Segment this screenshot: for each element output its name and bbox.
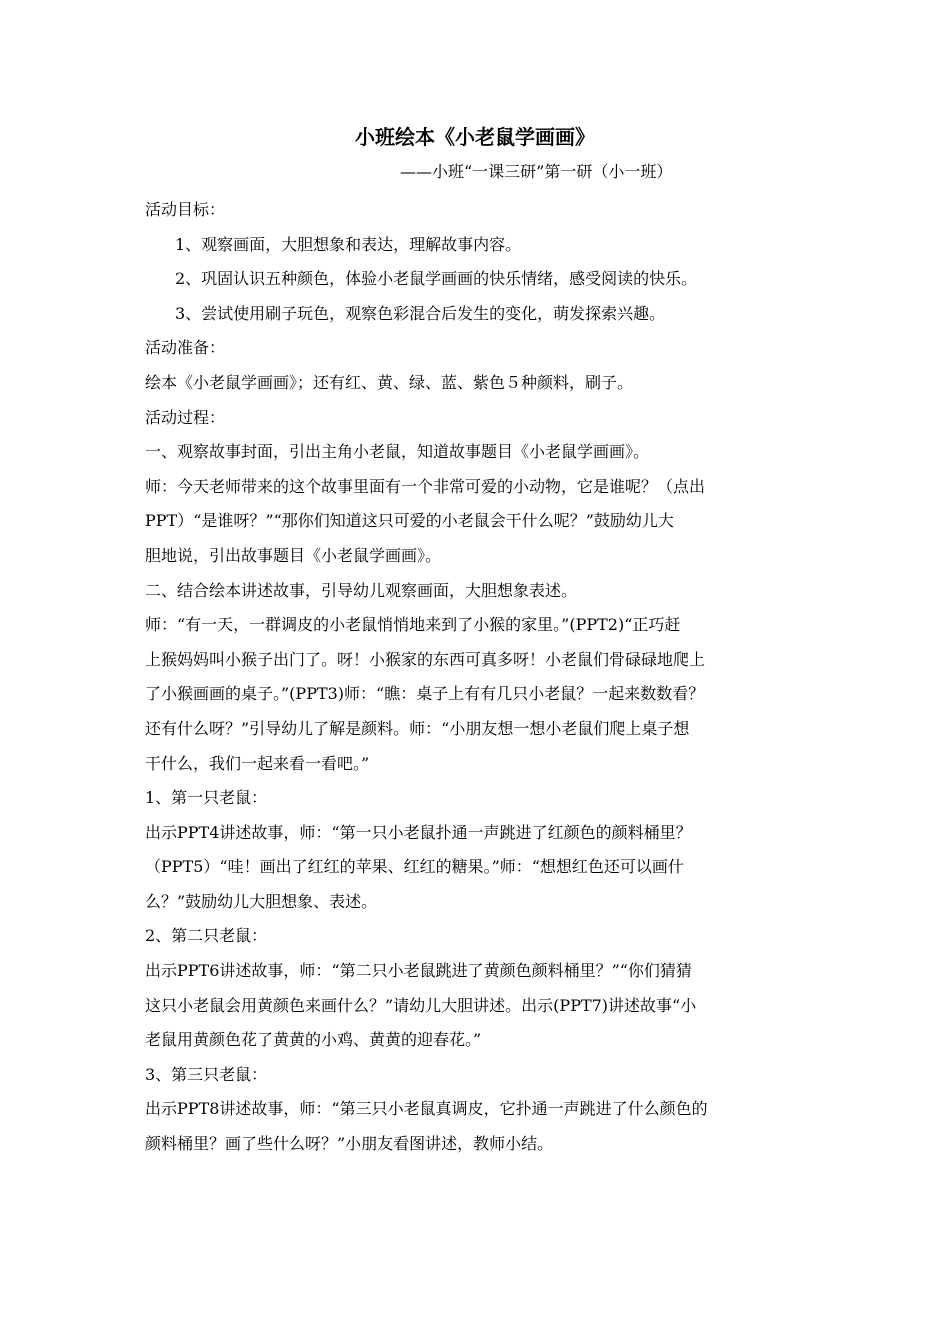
goal-item-3: 3、尝试使用刷子玩色，观察色彩混合后发生的变化，萌发探索兴趣。 [175, 303, 666, 323]
paragraph-line: 这只小老鼠会用黄颜色来画什么？”请幼儿大胆讲述。出示(PPT7)讲述故事“小 [145, 995, 697, 1015]
paragraph-line: 出示PPT8讲述故事，师：“第三只小老鼠真调皮，它扑通一声跳进了什么颜色的 [145, 1099, 708, 1119]
document-subtitle: ——小班“一课三研”第一研（小一班） [400, 162, 673, 181]
section-heading-preparation: 活动准备： [145, 338, 226, 358]
paragraph-line: 还有什么呀？”引导幼儿了解是颜料。师：“小朋友想一想小老鼠们爬上桌子想 [145, 718, 690, 738]
paragraph-line: 么？”鼓励幼儿大胆想象、表述。 [145, 891, 378, 911]
process-step-2-heading: 二、结合绘本讲述故事，引导幼儿观察画面，大胆想象表述。 [145, 580, 578, 600]
paragraph-line: 上猴妈妈叫小猴子出门了。呀！小猴家的东西可真多呀！小老鼠们骨碌碌地爬上 [145, 649, 706, 669]
goal-item-2: 2、巩固认识五种颜色，体验小老鼠学画画的快乐情绪，感受阅读的快乐。 [175, 269, 698, 289]
paragraph-line: 了小猴画画的桌子。”(PPT3)师：“瞧：桌子上有有几只小老鼠？一起来数数看？ [145, 684, 705, 704]
goal-item-1: 1、观察画面，大胆想象和表达，理解故事内容。 [175, 234, 522, 254]
process-step-1-heading: 一、观察故事封面，引出主角小老鼠，知道故事题目《小老鼠学画画》。 [145, 442, 650, 462]
document-body [145, 193, 817, 1162]
sub-heading-mouse-1: 1、第一只老鼠： [145, 788, 268, 808]
preparation-text: 绘本《小老鼠学画画》；还有红、黄、绿、蓝、紫色５种颜料，刷子。 [145, 372, 634, 392]
section-heading-process: 活动过程： [145, 407, 226, 427]
paragraph-line: （PPT5）“哇！画出了红红的苹果、红红的糖果。”师：“想想红色还可以画什 [145, 857, 684, 877]
paragraph-line: 出示PPT6讲述故事，师：“第二只小老鼠跳进了黄颜色颜料桶里？”“你们猜猜 [145, 961, 692, 981]
sub-heading-mouse-3: 3、第三只老鼠： [145, 1064, 268, 1084]
paragraph-line: PPT）“是谁呀？”“那你们知道这只可爱的小老鼠会干什么呢？”鼓励幼儿大 [145, 511, 674, 531]
section-heading-goals: 活动目标： [145, 200, 226, 219]
paragraph-line: 干什么，我们一起来看一看吧。” [145, 753, 370, 773]
sub-heading-mouse-2: 2、第二只老鼠： [145, 926, 268, 946]
paragraph-line: 老鼠用黄颜色花了黄黄的小鸡、黄黄的迎春花。” [145, 1030, 482, 1050]
paragraph-line: 出示PPT4讲述故事，师：“第一只小老鼠扑通一声跳进了红颜色的颜料桶里？ [145, 822, 692, 842]
paragraph-line: 师：今天老师带来的这个故事里面有一个非常可爱的小动物，它是谁呢？（点出 [145, 476, 706, 496]
paragraph-line: 胆地说，引出故事题目《小老鼠学画画》。 [145, 545, 442, 565]
document-title: 小班绘本《小老鼠学画画》 [355, 125, 595, 149]
paragraph-line: 颜料桶里？画了些什么呀？”小朋友看图讲述，教师小结。 [145, 1134, 554, 1154]
paragraph-line: 师：“有一天，一群调皮的小老鼠悄悄地来到了小猴的家里。”(PPT2)“正巧赶 [145, 615, 681, 635]
